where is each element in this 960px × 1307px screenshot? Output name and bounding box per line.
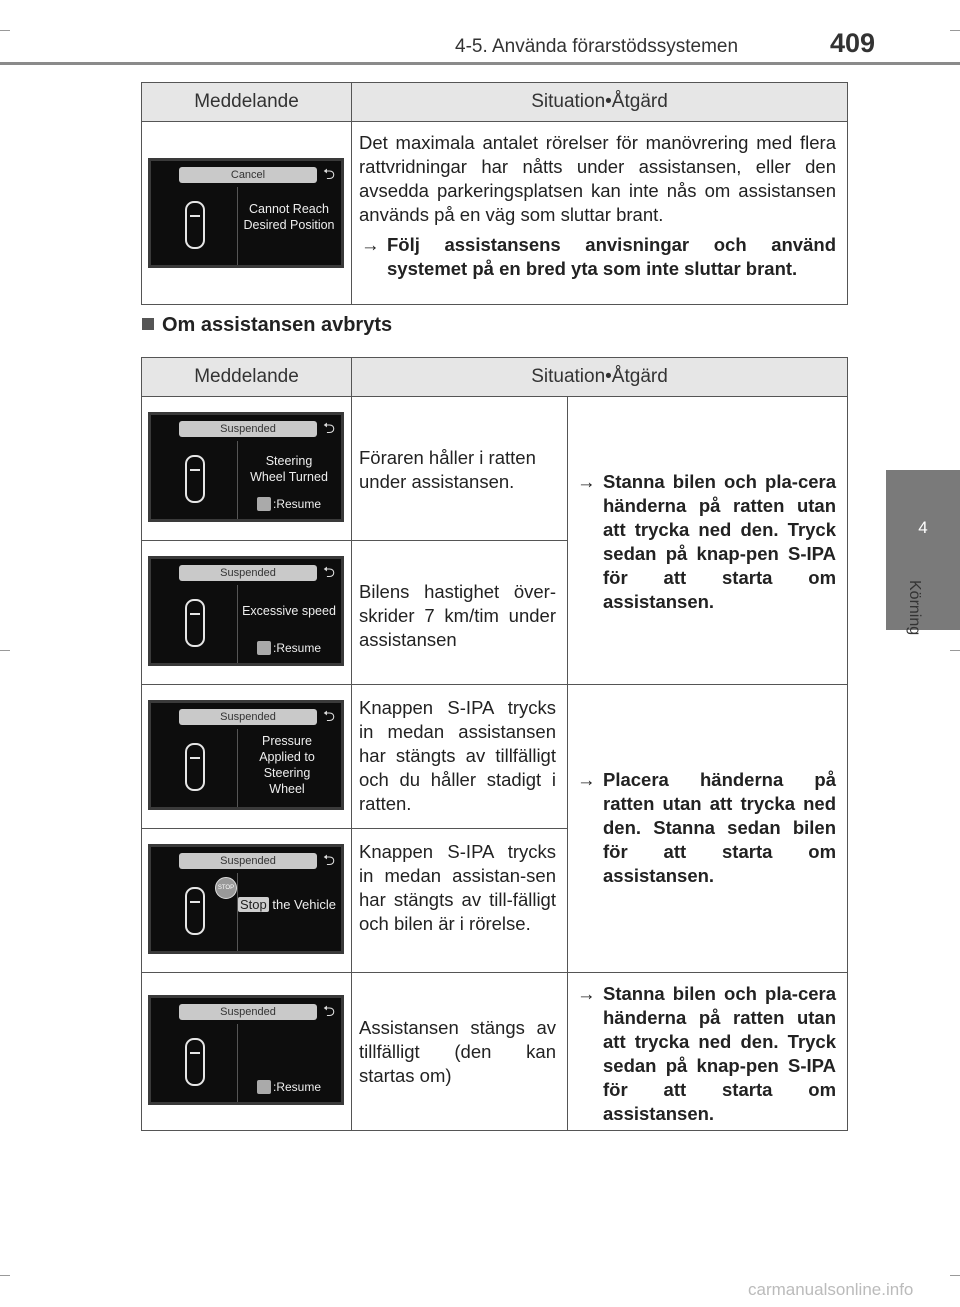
sipa-button-icon xyxy=(257,1080,271,1094)
display-screen xyxy=(148,556,344,666)
message-screen-cell xyxy=(142,541,352,685)
action-text xyxy=(569,686,846,888)
chapter-number: 4 xyxy=(918,518,928,537)
crop-mark xyxy=(0,30,10,31)
suspend-table xyxy=(141,357,848,1131)
car-icon xyxy=(185,743,205,791)
action-text xyxy=(569,398,846,614)
situation-cell xyxy=(352,541,568,685)
stop-word: Stop xyxy=(240,897,267,912)
situation-cell xyxy=(352,122,848,305)
screen-divider xyxy=(237,729,238,809)
action-text xyxy=(569,974,846,1126)
sipa-button-icon xyxy=(257,497,271,511)
screen-message: Cannot Reach Desired Position xyxy=(243,202,335,232)
cancel-bar: Cancel xyxy=(179,167,317,183)
display-screen xyxy=(148,995,344,1105)
header-rule xyxy=(0,62,960,65)
resume-label: :Resume xyxy=(273,641,322,655)
watermark: carmanualsonline.info xyxy=(748,1280,914,1299)
message-screen-cell xyxy=(142,685,352,829)
section-title-text: Om assistansen avbryts xyxy=(162,314,393,336)
message-screen-cell xyxy=(142,973,352,1131)
situation-cell xyxy=(352,397,568,541)
resume-label: :Resume xyxy=(273,497,322,511)
page-number: 409 xyxy=(830,28,876,58)
square-bullet-icon xyxy=(142,318,154,330)
header-title: 4-5. Använda förarstödssystemen xyxy=(455,36,739,57)
action-cell xyxy=(568,397,848,685)
crop-mark xyxy=(0,1275,10,1276)
display-screen xyxy=(148,158,344,268)
crop-mark xyxy=(950,1275,960,1276)
screen-message: Steering Wheel Turned xyxy=(250,454,328,484)
situation-text: Assistansen stängs av tillfälligt (den kan startas om) xyxy=(359,1017,556,1086)
car-icon xyxy=(185,455,205,503)
display-screen xyxy=(148,700,344,810)
col-header-message: Meddelande xyxy=(142,83,352,122)
situation-cell xyxy=(352,973,568,1131)
situation-cell xyxy=(352,685,568,829)
message-screen-cell xyxy=(142,122,352,305)
car-icon xyxy=(185,599,205,647)
situation-text: Föraren håller i ratten under assistansen. xyxy=(359,447,536,492)
car-icon xyxy=(185,887,205,935)
message-screen-cell xyxy=(142,829,352,973)
suspended-bar: Suspended xyxy=(179,709,317,725)
arrow-icon: → xyxy=(577,769,596,790)
top-table xyxy=(141,82,848,305)
action-text xyxy=(353,233,846,281)
suspended-bar: Suspended xyxy=(179,421,317,437)
suspended-bar: Suspended xyxy=(179,565,317,581)
screen-message-rest: the Vehicle xyxy=(272,897,336,912)
situation-text: Det maximala antalet rörelser för manövrering med flera rattvridningar har nåtts under assistansen, eller den avsedda parkeringsplatsen kan inte nås om assistansen används på en väg som sluttar brant. xyxy=(359,132,836,225)
situation-text: Knappen S-IPA trycks in medan assistansen har stängts av tillfälligt och du håller stadigt i ratten. xyxy=(359,697,556,814)
crop-mark xyxy=(950,30,960,31)
action-cell xyxy=(568,685,848,973)
screen-divider xyxy=(237,441,238,521)
resume-indicator xyxy=(257,641,321,655)
back-icon: ⮌ xyxy=(322,166,335,183)
car-icon xyxy=(185,1038,205,1086)
arrow-icon: → xyxy=(361,234,380,255)
screen-message xyxy=(237,897,337,913)
display-screen xyxy=(148,412,344,522)
display-screen xyxy=(148,844,344,954)
chapter-tab xyxy=(886,470,960,630)
back-icon: ⮌ xyxy=(322,708,335,725)
col-header-situation: Situation•Åtgärd xyxy=(352,83,848,122)
screen-divider xyxy=(237,1024,238,1104)
back-icon: ⮌ xyxy=(322,1003,335,1020)
crop-mark xyxy=(0,650,10,651)
resume-indicator xyxy=(257,1080,321,1094)
suspended-bar: Suspended xyxy=(179,853,317,869)
screen-divider xyxy=(237,187,238,267)
screen-divider xyxy=(237,585,238,665)
section-title xyxy=(142,314,392,337)
sipa-button-icon xyxy=(257,641,271,655)
back-icon: ⮌ xyxy=(322,564,335,581)
screen-message: Excessive speed xyxy=(242,604,336,618)
action-label: Följ assistansens anvisningar och använd systemet på en bred yta som inte sluttar brant. xyxy=(387,234,836,279)
situation-text: Bilens hastighet över-skrider 7 km/tim under assistansen xyxy=(359,581,556,650)
message-screen-cell xyxy=(142,397,352,541)
action-cell xyxy=(568,973,848,1131)
arrow-icon: → xyxy=(577,471,596,492)
col-header-message: Meddelande xyxy=(142,358,352,397)
car-icon xyxy=(185,201,205,249)
suspended-bar: Suspended xyxy=(179,1004,317,1020)
action-label: Stanna bilen och pla-cera händerna på ratten utan att trycka ned den. Tryck sedan på knap-pen S-IPA för att starta om assistansen. xyxy=(603,983,837,1124)
crop-mark xyxy=(950,650,960,651)
situation-text: Knappen S-IPA trycks in medan assistan-sen har stängts av till-fälligt och bilen är i rörelse. xyxy=(359,841,556,934)
stop-sign-icon: STOP xyxy=(215,877,237,899)
resume-label: :Resume xyxy=(273,1080,322,1094)
resume-indicator xyxy=(257,497,321,511)
back-icon: ⮌ xyxy=(322,852,335,869)
situation-cell xyxy=(352,829,568,973)
chapter-label: Körning xyxy=(906,580,923,636)
action-label: Stanna bilen och pla-cera händerna på ratten utan att trycka ned den. Tryck sedan på knap-pen S-IPA för att starta om assistansen. xyxy=(603,471,837,612)
action-label: Placera händerna på ratten utan att trycka ned den. Stanna sedan bilen för att starta om assistansen. xyxy=(603,769,837,886)
col-header-situation: Situation•Åtgärd xyxy=(352,358,848,397)
back-icon: ⮌ xyxy=(322,420,335,437)
arrow-icon: → xyxy=(577,983,596,1004)
screen-divider xyxy=(237,873,238,953)
screen-message: Pressure Applied to Steering Wheel xyxy=(259,734,315,796)
